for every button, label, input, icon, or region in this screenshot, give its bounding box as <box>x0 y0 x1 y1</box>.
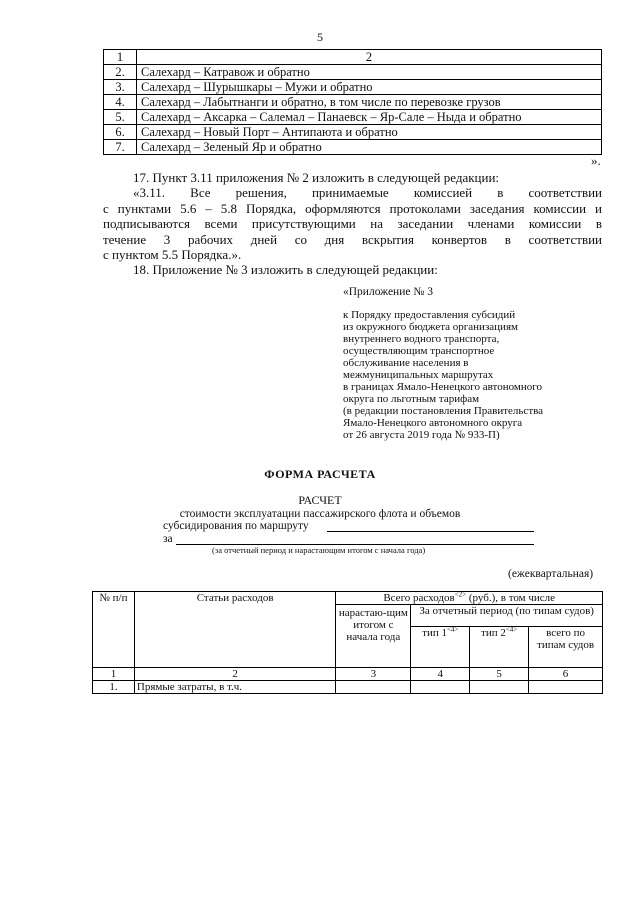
appendix-line: осуществляющим транспортное <box>343 345 495 357</box>
routes-header-col1: 1 <box>104 50 137 65</box>
route-number: 7. <box>104 140 137 155</box>
routes-table <box>103 49 602 155</box>
route-label: субсидирования по маршруту <box>163 520 309 532</box>
route-name: Салехард – Лабытнанги и обратно, в том числе по перевозке грузов <box>137 95 602 110</box>
empty-cell <box>336 681 411 694</box>
col-items-header: Статьи расходов <box>134 592 336 668</box>
appendix-line: межмуниципальных маршрутах <box>343 369 494 381</box>
col-type2-label: тип 2 <box>481 626 506 639</box>
table-row <box>104 95 602 110</box>
col-total-header <box>336 592 603 605</box>
closing-quote: ». <box>591 153 601 168</box>
footnote-ref: <4> <box>505 624 518 633</box>
col-index: 6 <box>529 668 603 681</box>
col-total-prefix: Всего расходов <box>383 592 455 604</box>
route-number: 6. <box>104 125 137 140</box>
form-title: ФОРМА РАСЧЕТА <box>264 467 376 481</box>
footnote-ref: <2> <box>454 590 467 599</box>
routes-header-col2: 2 <box>137 50 602 65</box>
paragraph-17-line: с пунктами 5.6 – 5.8 Порядка, оформляются протоколами заседания комиссии и <box>103 201 602 216</box>
row-number: 1. <box>93 681 135 694</box>
table-row <box>104 65 602 80</box>
appendix-heading: «Приложение № 3 <box>343 286 433 298</box>
col-all-types-header: всего по типам судов <box>529 626 603 667</box>
paragraph-17-line: подписываются всеми присутствующими на заседании членами комиссии в <box>103 216 602 231</box>
route-name: Салехард – Аксарка – Салемал – Панаевск – Яр-Сале – Ныда и обратно <box>137 110 602 125</box>
table-row <box>104 80 602 95</box>
col-index: 2 <box>134 668 336 681</box>
row-label: Прямые затраты, в т.ч. <box>134 681 336 694</box>
page-number: 5 <box>317 30 323 44</box>
table-row <box>93 681 603 694</box>
routes-table-header <box>104 50 602 65</box>
col-cumulative-header: нарастаю-щим итогом с начала года <box>336 605 411 668</box>
appendix-line: внутреннего водного транспорта, <box>343 333 500 345</box>
calc-numbers-row <box>93 668 603 681</box>
route-number: 4. <box>104 95 137 110</box>
col-index: 1 <box>93 668 135 681</box>
col-number-header: № п/п <box>93 592 135 668</box>
period-label: за <box>163 533 173 545</box>
paragraph-17-line: «3.11. Все решения, принимаемые комиссией в соответствии <box>133 185 602 200</box>
col-index: 5 <box>470 668 529 681</box>
route-name: Салехард – Новый Порт – Антипаюта и обратно <box>137 125 602 140</box>
route-number: 3. <box>104 80 137 95</box>
col-period-header: За отчетный период (по типам судов) <box>411 605 603 627</box>
table-row <box>104 140 602 155</box>
route-name: Салехард – Зеленый Яр и обратно <box>137 140 602 155</box>
col-type1-label: тип 1 <box>422 626 447 639</box>
appendix-line: обслуживание населения в <box>343 357 469 369</box>
col-total-suffix: (руб.), в том числе <box>466 592 556 604</box>
appendix-line: в границах Ямало-Ненецкого автономного <box>343 381 542 393</box>
table-row <box>104 110 602 125</box>
appendix-line: (в редакции постановления Правительства <box>343 405 544 417</box>
form-subtitle: РАСЧЕТ <box>298 493 342 507</box>
paragraph-18: 18. Приложение № 3 изложить в следующей редакции: <box>133 262 438 277</box>
appendix-line: к Порядку предоставления субсидий <box>343 309 516 321</box>
paragraph-17-last-line: с пунктом 5.5 Порядка.». <box>103 247 242 262</box>
route-number: 2. <box>104 65 137 80</box>
calc-header-row <box>93 592 603 605</box>
appendix-line: Ямало-Ненецкого автономного округа <box>343 417 523 429</box>
appendix-line: округа по льготным тарифам <box>343 393 480 405</box>
paragraph-17-line: течение 3 рабочих дней со дня вскрытия конвертов в соответствии <box>103 232 602 247</box>
empty-cell <box>529 681 603 694</box>
table-row <box>104 125 602 140</box>
route-number: 5. <box>104 110 137 125</box>
route-blank-line <box>327 531 534 532</box>
route-name: Салехард – Катравож и обратно <box>137 65 602 80</box>
appendix-line: от 26 августа 2019 года № 933-П) <box>343 429 500 441</box>
period-note: (за отчетный период и нарастающим итогом с начала года) <box>212 545 426 555</box>
form-description: стоимости эксплуатации пассажирского флота и объемов <box>179 508 461 520</box>
col-index: 4 <box>411 668 470 681</box>
appendix-line: из окружного бюджета организациям <box>343 321 518 333</box>
paragraph-17-intro: 17. Пункт 3.11 приложения № 2 изложить в следующей редакции: <box>133 170 500 185</box>
empty-cell <box>470 681 529 694</box>
col-type2-header <box>470 626 529 667</box>
route-name: Салехард – Шурышкары – Мужи и обратно <box>137 80 602 95</box>
col-type1-header <box>411 626 470 667</box>
report-frequency: (ежеквартальная) <box>508 568 594 580</box>
col-index: 3 <box>336 668 411 681</box>
footnote-ref: <4> <box>446 624 459 633</box>
calculation-table <box>92 591 603 694</box>
empty-cell <box>411 681 470 694</box>
